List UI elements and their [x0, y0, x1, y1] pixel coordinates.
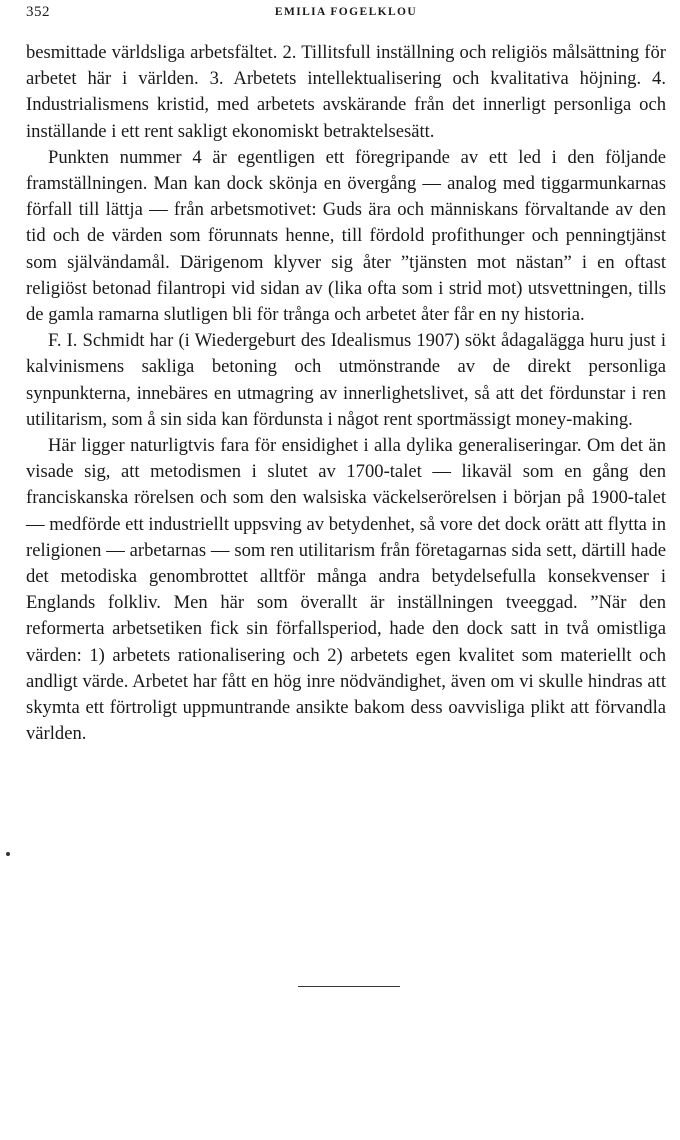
body-text	[26, 40, 666, 747]
paragraph: Punkten nummer 4 är egentligen ett föregripande av ett led i den följande framställningen. Man kan dock skönja en övergång — analog med tiggarmunkarnas förfall till lättja — från arbetsmotivet: Guds ära och människans förvaltande av den tid och de värden som förunnats henne, till fördold profithunger och penningtjänst som självändamål. Därigenom klyver sig åter ”tjänsten mot nästan” i en oftast religiöst betonad filantropi vid sidan av (lika ofta som i strid mot) utsvettningen, tills de gamla ramarna slutligen bli för trånga och arbetet åter får en ny historia.	[26, 146, 666, 326]
paragraph: Här ligger naturligtvis fara för ensidighet i alla dylika generaliseringar. Om det än visade sig, att metodismen i slutet av 1700-talet — likaväl som en gång den franciskanska rörelsen och som den walsiska väckelserörelsen i början på 1900-talet — medförde ett industriellt uppsving av betydenhet, så vore det dock orätt att flytta in religionen — arbetarnas — som ren utilitarism från företagarnas sida sett, därtill hade det metodiska genombrottet alltför många andra betydelsefulla konsekvenser i Englands folkliv. Men här som överallt är inställningen tveeggad. ”När den reformerta arbetsetiken fick sin förfallsperiod, hade den dock satt in två omistliga värden: 1) arbetets rationalisering och 2) arbetets egen kvalitet som materiellt och andligt värde. Arbetet har fått en hög inre nödvändighet, även om vi skulle hindras att skymta ett förtroligt uppmuntrande ansikte bakom dess oavvisliga plikt att förvandla världen.	[26, 435, 666, 745]
paragraph: besmittade världsliga arbetsfältet. 2. Tillitsfull inställning och religiös målsättning för arbetet här i världen. 3. Arbetets intellektualisering och kvalitativa höjning. 4. Industrialismens kristid, med arbetets avskärande från det innerligt personliga och inställande i ett rent sakligt ekonomiskt betraktelsesätt.	[26, 42, 666, 142]
running-header	[26, 0, 666, 40]
margin-mark	[6, 852, 10, 856]
page-number: 352	[26, 4, 50, 20]
paragraph: F. I. Schmidt har (i Wiedergeburt des Idealismus 1907) sökt ådagalägga huru just i kalvinismens sakliga betoning och utmönstrande av de direkt personliga synpunkterna, innebäres en utmagring av innerlighetslivet, så att det fördunstar i ren utilitarism, som å sin sida kan fördunsta i något rent sportmässigt money-making.	[26, 330, 666, 430]
section-end-rule	[298, 986, 400, 987]
book-page	[26, 0, 666, 747]
running-title: EMILIA FOGELKLOU	[274, 6, 418, 18]
